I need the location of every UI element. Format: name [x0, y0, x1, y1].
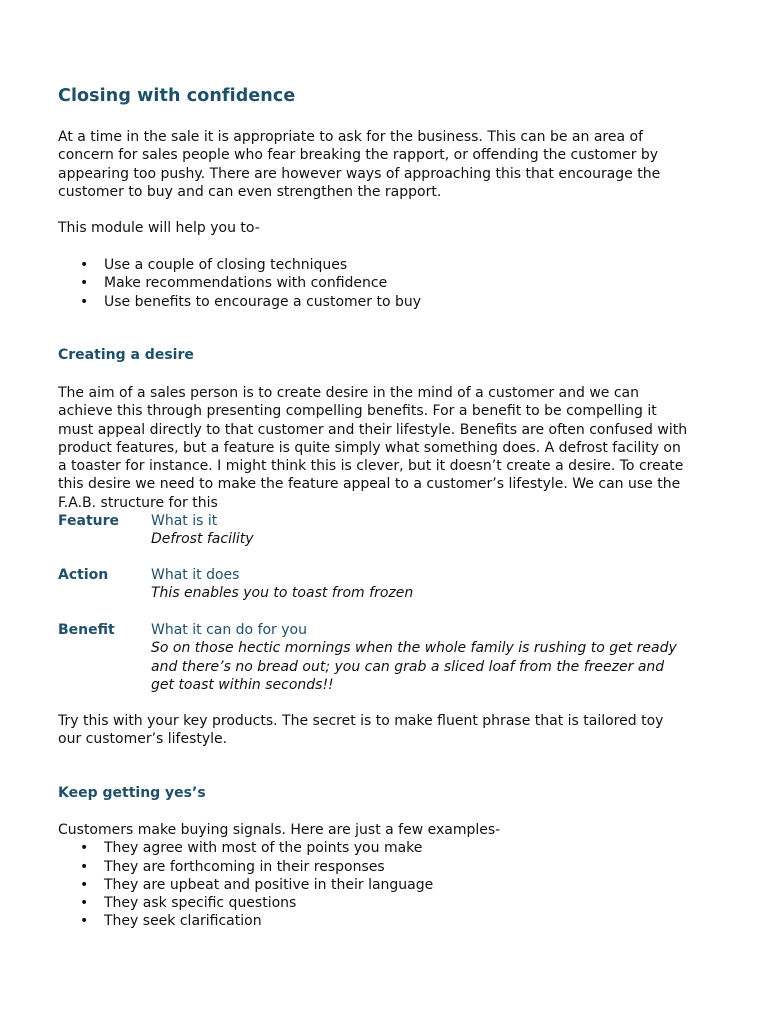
bullet-icon: •	[80, 876, 89, 893]
fab-example: Defrost facility	[151, 531, 254, 548]
list-item	[58, 876, 688, 894]
module-lead-block	[58, 219, 688, 237]
list-item	[58, 912, 688, 930]
bullet-icon: •	[80, 275, 89, 292]
intro-bullet-list-block	[58, 256, 688, 311]
list-item-text: They are forthcoming in their responses	[104, 858, 385, 875]
fab-content	[151, 621, 691, 694]
fab-content	[151, 566, 691, 603]
fab-label: Benefit	[58, 622, 115, 638]
list-item	[58, 894, 688, 912]
bullet-icon: •	[80, 257, 89, 273]
intro-paragraph-block	[58, 128, 688, 201]
fab-example: This enables you to toast from frozen	[151, 585, 414, 602]
list-item	[58, 839, 688, 857]
list-item	[58, 256, 688, 274]
bullet-icon: •	[80, 858, 89, 875]
bullet-icon: •	[80, 840, 89, 857]
section-heading-keep-getting-yes: Keep getting yes’s	[58, 785, 206, 801]
fab-what: What is it	[151, 513, 218, 529]
section-heading-creating-desire: Creating a desire	[58, 347, 194, 363]
buying-signals-list	[58, 839, 688, 930]
module-lead: This module will help you to-	[58, 220, 260, 236]
page-title: Closing with confidence	[58, 86, 296, 106]
fab-content	[151, 512, 691, 549]
list-item-text: They seek clarification	[104, 913, 262, 930]
buying-signals-block	[58, 821, 688, 931]
intro-bullet-list	[58, 256, 688, 311]
fab-what: What it can do for you	[151, 622, 307, 638]
creating-desire-paragraph-block	[58, 384, 688, 512]
list-item	[58, 858, 688, 876]
list-item	[58, 293, 688, 311]
list-item-text: They agree with most of the points you make	[104, 840, 423, 857]
list-item-text: They ask specific questions	[104, 895, 297, 912]
creating-desire-closing-block	[58, 712, 688, 749]
creating-desire-closing: Try this with your key products. The secret is to make fluent phrase that is tailored toy our customer’s lifestyle.	[58, 713, 664, 748]
buying-signals-lead: Customers make buying signals. Here are just a few examples-	[58, 822, 501, 838]
list-item-text: They are upbeat and positive in their language	[104, 876, 434, 893]
list-item	[58, 274, 688, 292]
list-item-text: Make recommendations with confidence	[104, 275, 388, 292]
fab-label: Feature	[58, 513, 119, 529]
list-item-text: Use a couple of closing techniques	[104, 257, 348, 273]
bullet-icon: •	[80, 293, 89, 310]
fab-label: Action	[58, 567, 109, 583]
creating-desire-paragraph: The aim of a sales person is to create desire in the mind of a customer and we can achieve this through presenting compelling benefits. For a benefit to be compelling it must appeal directly to that customer and their lifestyle. Benefits are often confused with product features, but a feature is quite simply what something does. A defrost facility on a toaster for instance. I might think this is clever, but it doesn’t create a desire. To create this desire we need to make the feature appeal to a customer’s lifestyle. We can use the F.A.B. structure for this	[58, 385, 688, 511]
list-item-text: Use benefits to encourage a customer to buy	[104, 293, 422, 310]
fab-what: What it does	[151, 567, 240, 583]
fab-example: So on those hectic mornings when the whole family is rushing to get ready and there’s no bread out; you can grab a sliced loaf from the freezer and get toast within seconds!!	[151, 640, 677, 693]
bullet-icon: •	[80, 895, 89, 912]
intro-paragraph: At a time in the sale it is appropriate to ask for the business. This can be an area of concern for sales people who fear breaking the rapport, or offending the customer by appearing too pushy. There are however ways of approaching this that encourage the customer to buy and can even strengthen the rapport.	[58, 129, 661, 200]
bullet-icon: •	[80, 913, 89, 930]
